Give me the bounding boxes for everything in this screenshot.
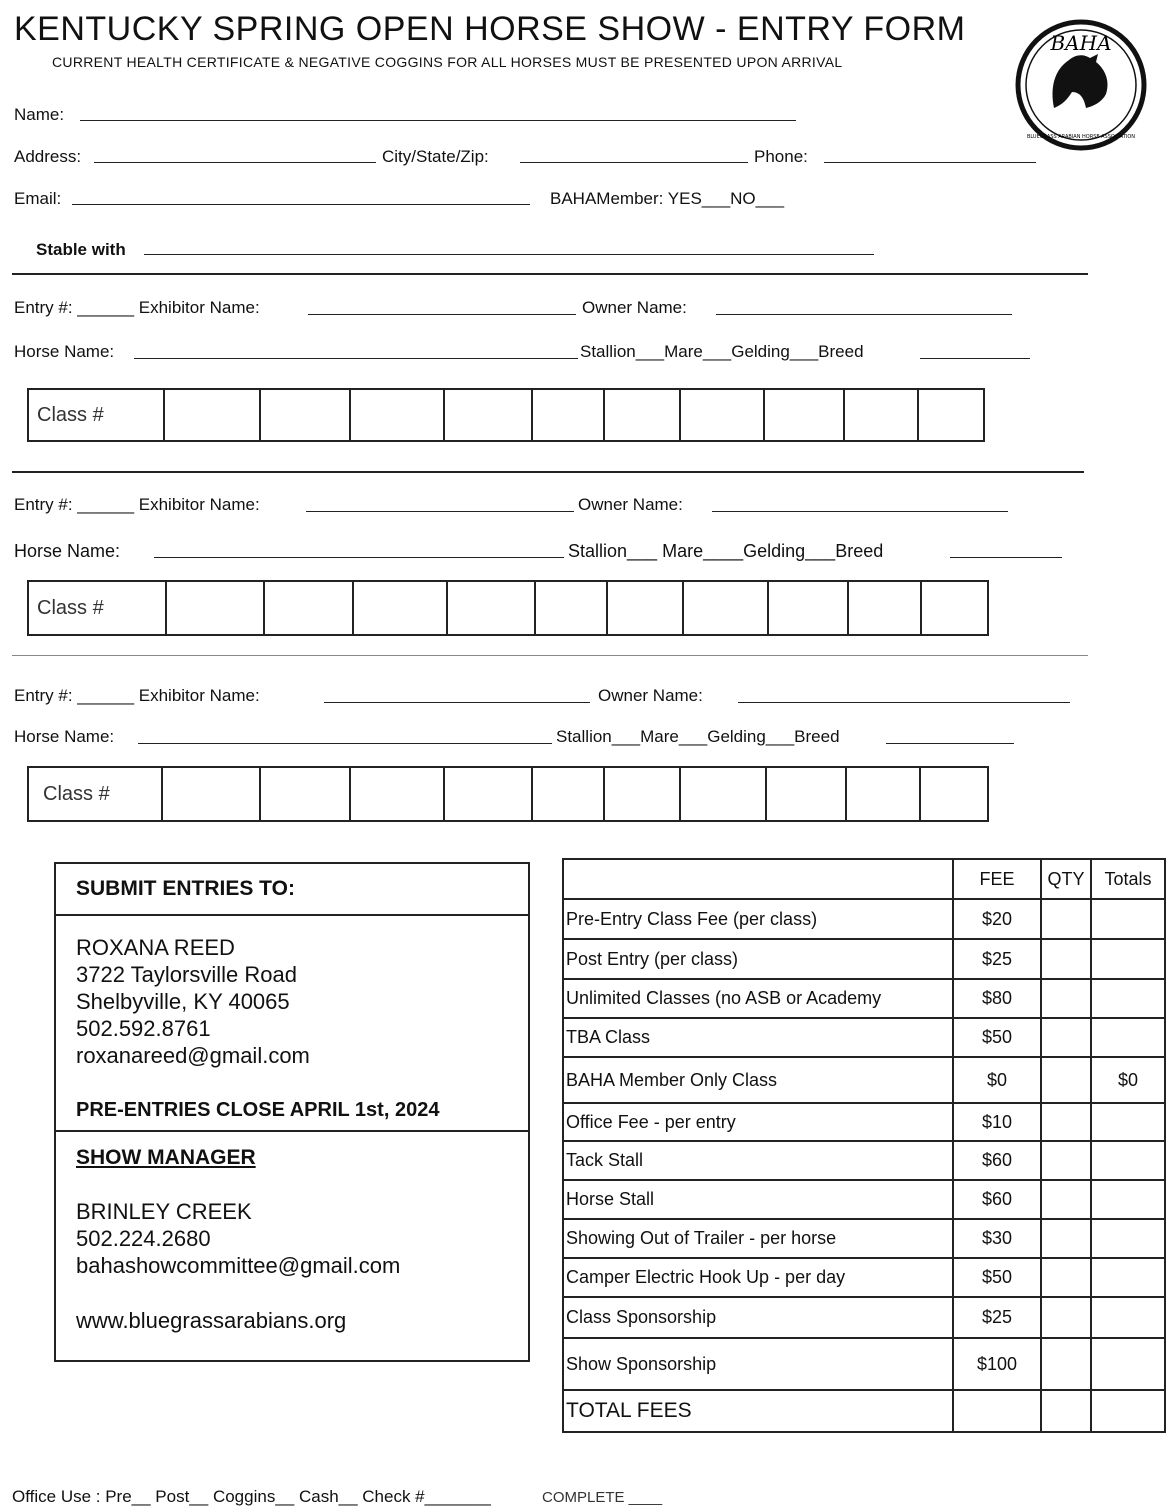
class-cell[interactable]: [769, 582, 849, 634]
breed-field[interactable]: [886, 743, 1014, 744]
class-cell[interactable]: [261, 390, 351, 440]
submit-entries-box: [54, 862, 530, 1362]
class-cell[interactable]: [681, 390, 765, 440]
class-cell[interactable]: [533, 768, 605, 820]
class-cell[interactable]: [847, 768, 921, 820]
class-cell[interactable]: [165, 390, 261, 440]
owner-name-label: Owner Name:: [598, 686, 703, 705]
horse-name-label: Horse Name:: [14, 342, 115, 361]
fee-amount: $50: [953, 1018, 1041, 1057]
address-label: Address:: [14, 147, 82, 166]
sex-breed-label[interactable]: Stallion___Mare___Gelding___Breed: [556, 727, 840, 746]
horse-name-field[interactable]: [138, 743, 552, 744]
class-cell[interactable]: [919, 390, 983, 440]
qty-cell[interactable]: [1041, 1180, 1091, 1219]
owner-name-field[interactable]: [716, 314, 1012, 315]
class-cell[interactable]: [608, 582, 684, 634]
contact-phone: 502.592.8761: [76, 1016, 211, 1041]
class-cell[interactable]: [605, 768, 681, 820]
class-cell[interactable]: [536, 582, 608, 634]
horse-name-label: Horse Name:: [14, 727, 115, 746]
class-number-label: Class #: [29, 582, 167, 634]
qty-cell[interactable]: [1041, 939, 1091, 979]
entry-exhibitor-label: Entry #: ______ Exhibitor Name:: [14, 495, 260, 514]
form-title: KENTUCKY SPRING OPEN HORSE SHOW - ENTRY FORM: [14, 10, 966, 48]
total-cell[interactable]: $0: [1091, 1057, 1165, 1103]
owner-name-label: Owner Name:: [578, 495, 683, 514]
section-divider: [12, 655, 1088, 656]
name-label: Name:: [14, 105, 65, 124]
total-cell[interactable]: [1091, 1180, 1165, 1219]
fee-amount: $25: [953, 939, 1041, 979]
class-cell[interactable]: [605, 390, 681, 440]
submit-entries-header: SUBMIT ENTRIES TO:: [56, 864, 528, 916]
class-number-grid: [27, 580, 989, 636]
totals-header: Totals: [1091, 859, 1165, 899]
fee-amount: $25: [953, 1297, 1041, 1338]
contact-name: ROXANA REED: [76, 935, 235, 960]
fee-amount: $30: [953, 1219, 1041, 1258]
preentries-close-notice: PRE-ENTRIES CLOSE APRIL 1st, 2024: [76, 1099, 440, 1121]
fee-amount: $10: [953, 1103, 1041, 1141]
name-field[interactable]: [80, 120, 796, 121]
class-cell[interactable]: [265, 582, 354, 634]
total-cell[interactable]: [1091, 1219, 1165, 1258]
class-cell[interactable]: [684, 582, 769, 634]
owner-name-field[interactable]: [738, 702, 1070, 703]
class-cell[interactable]: [765, 390, 845, 440]
contact-street: 3722 Taylorsville Road: [76, 962, 297, 987]
fee-row: [563, 939, 1165, 979]
baha-logo: [1014, 18, 1148, 152]
class-cell[interactable]: [448, 582, 536, 634]
total-cell[interactable]: [1091, 1141, 1165, 1180]
breed-field[interactable]: [950, 557, 1062, 558]
email-label: Email:: [14, 189, 62, 208]
entry-exhibitor-label: Entry #: ______ Exhibitor Name:: [14, 298, 260, 317]
manager-email[interactable]: bahashowcommittee@gmail.com: [76, 1253, 401, 1278]
class-cell[interactable]: [167, 582, 265, 634]
fee-item: Post Entry (per class): [563, 939, 953, 979]
total-cell[interactable]: [1091, 1018, 1165, 1057]
class-cell[interactable]: [445, 390, 533, 440]
qty-cell[interactable]: [1041, 1141, 1091, 1180]
class-cell[interactable]: [921, 768, 987, 820]
class-cell[interactable]: [849, 582, 922, 634]
qty-cell[interactable]: [1041, 1103, 1091, 1141]
email-field[interactable]: [72, 204, 530, 205]
fee-header: FEE: [953, 859, 1041, 899]
class-cell[interactable]: [845, 390, 919, 440]
city-state-zip-field[interactable]: [520, 162, 748, 163]
manager-phone: 502.224.2680: [76, 1226, 211, 1251]
total-cell[interactable]: [1091, 899, 1165, 939]
total-cell[interactable]: [1091, 979, 1165, 1018]
total-fee-cell[interactable]: [953, 1390, 1041, 1432]
fee-item: Showing Out of Trailer - per horse: [563, 1219, 953, 1258]
fee-amount: $100: [953, 1338, 1041, 1390]
breed-field[interactable]: [920, 358, 1030, 359]
qty-cell[interactable]: [1041, 1219, 1091, 1258]
qty-cell[interactable]: [1041, 1297, 1091, 1338]
owner-name-label: Owner Name:: [582, 298, 687, 317]
total-fees-label: TOTAL FEES: [563, 1390, 953, 1432]
qty-cell[interactable]: [1041, 899, 1091, 939]
fee-row: [563, 1258, 1165, 1297]
horse-name-label: Horse Name:: [14, 541, 121, 561]
total-qty-cell[interactable]: [1041, 1390, 1091, 1432]
qty-cell[interactable]: [1041, 1258, 1091, 1297]
fee-row: [563, 1018, 1165, 1057]
svg-text:BLUEGRASS ARABIAN HORSE ASSOCI: BLUEGRASS ARABIAN HORSE ASSOCIATION: [1026, 134, 1136, 140]
fee-item: Tack Stall: [563, 1141, 953, 1180]
fee-amount: $20: [953, 899, 1041, 939]
fee-row: [563, 1141, 1165, 1180]
section-divider: [12, 471, 1084, 473]
fee-item: Office Fee - per entry: [563, 1103, 953, 1141]
fee-item: Pre-Entry Class Fee (per class): [563, 899, 953, 939]
class-cell[interactable]: [533, 390, 605, 440]
qty-cell[interactable]: [1041, 1018, 1091, 1057]
horse-name-field[interactable]: [134, 358, 578, 359]
class-cell[interactable]: [163, 768, 261, 820]
fee-amount: $60: [953, 1141, 1041, 1180]
fee-table: [562, 858, 1166, 1433]
total-fees-row: [563, 1390, 1165, 1432]
item-header: [563, 859, 953, 899]
class-cell[interactable]: [354, 582, 448, 634]
fee-row: [563, 1297, 1165, 1338]
phone-field[interactable]: [824, 162, 1036, 163]
total-amount-cell[interactable]: [1091, 1390, 1165, 1432]
class-cell[interactable]: [922, 582, 986, 634]
fee-table-header-row: [563, 859, 1165, 899]
fee-row: [563, 1219, 1165, 1258]
complete-field: COMPLETE ____: [542, 1489, 663, 1506]
fee-amount: $0: [953, 1057, 1041, 1103]
manager-name: BRINLEY CREEK: [76, 1199, 252, 1224]
address-field[interactable]: [94, 162, 376, 163]
class-cell[interactable]: [681, 768, 767, 820]
baha-member-label[interactable]: BAHAMember: YES___NO___: [550, 189, 785, 208]
class-cell[interactable]: [351, 390, 445, 440]
sex-breed-label[interactable]: Stallion___Mare___Gelding___Breed: [580, 342, 864, 361]
class-number-label: Class #: [29, 768, 163, 820]
total-cell[interactable]: [1091, 1258, 1165, 1297]
fee-item: TBA Class: [563, 1018, 953, 1057]
office-use-line: Office Use : Pre__ Post__ Coggins__ Cash__ Check #_______: [12, 1487, 491, 1506]
qty-cell[interactable]: [1041, 1057, 1091, 1103]
city-state-zip-label: City/State/Zip:: [382, 147, 489, 166]
entry-exhibitor-label: Entry #: ______ Exhibitor Name:: [14, 686, 260, 705]
total-cell[interactable]: [1091, 1103, 1165, 1141]
horse-name-field[interactable]: [154, 557, 564, 558]
fee-row: [563, 1103, 1165, 1141]
fee-item: Unlimited Classes (no ASB or Academy: [563, 979, 953, 1018]
contact-email[interactable]: roxanareed@gmail.com: [76, 1043, 310, 1068]
class-cell[interactable]: [445, 768, 533, 820]
fee-row: [563, 899, 1165, 939]
fee-row: [563, 1180, 1165, 1219]
sex-breed-label[interactable]: Stallion___ Mare____Gelding___Breed: [568, 541, 884, 561]
website-link[interactable]: www.bluegrassarabians.org: [76, 1308, 347, 1333]
exhibitor-name-field[interactable]: [306, 511, 574, 512]
total-cell[interactable]: [1091, 1338, 1165, 1390]
stable-with-field[interactable]: [144, 254, 874, 255]
fee-item: Camper Electric Hook Up - per day: [563, 1258, 953, 1297]
total-cell[interactable]: [1091, 1297, 1165, 1338]
fee-item: Horse Stall: [563, 1180, 953, 1219]
class-cell[interactable]: [351, 768, 445, 820]
fee-item: Show Sponsorship: [563, 1338, 953, 1390]
qty-cell[interactable]: [1041, 1338, 1091, 1390]
fee-item: BAHA Member Only Class: [563, 1057, 953, 1103]
fee-row: [563, 1057, 1165, 1103]
class-number-grid: [27, 766, 989, 822]
class-cell[interactable]: [767, 768, 847, 820]
total-cell[interactable]: [1091, 939, 1165, 979]
class-number-label: Class #: [29, 390, 165, 440]
section-divider: [12, 273, 1088, 275]
fee-row: [563, 1338, 1165, 1390]
svg-text:BAHA: BAHA: [1050, 31, 1112, 55]
fee-amount: $50: [953, 1258, 1041, 1297]
class-cell[interactable]: [261, 768, 351, 820]
stable-with-label: Stable with: [36, 240, 126, 259]
phone-label: Phone:: [754, 147, 808, 166]
fee-amount: $80: [953, 979, 1041, 1018]
owner-name-field[interactable]: [712, 511, 1008, 512]
fee-amount: $60: [953, 1180, 1041, 1219]
class-number-grid: [27, 388, 985, 442]
fee-row: [563, 979, 1165, 1018]
contact-city: Shelbyville, KY 40065: [76, 989, 290, 1014]
show-manager-header: SHOW MANAGER: [76, 1146, 256, 1169]
qty-cell[interactable]: [1041, 979, 1091, 1018]
fee-item: Class Sponsorship: [563, 1297, 953, 1338]
exhibitor-name-field[interactable]: [308, 314, 576, 315]
exhibitor-name-field[interactable]: [324, 702, 590, 703]
form-subtitle: CURRENT HEALTH CERTIFICATE & NEGATIVE COGGINS FOR ALL HORSES MUST BE PRESENTED UPON ARRIVAL: [52, 54, 843, 70]
qty-header: QTY: [1041, 859, 1091, 899]
